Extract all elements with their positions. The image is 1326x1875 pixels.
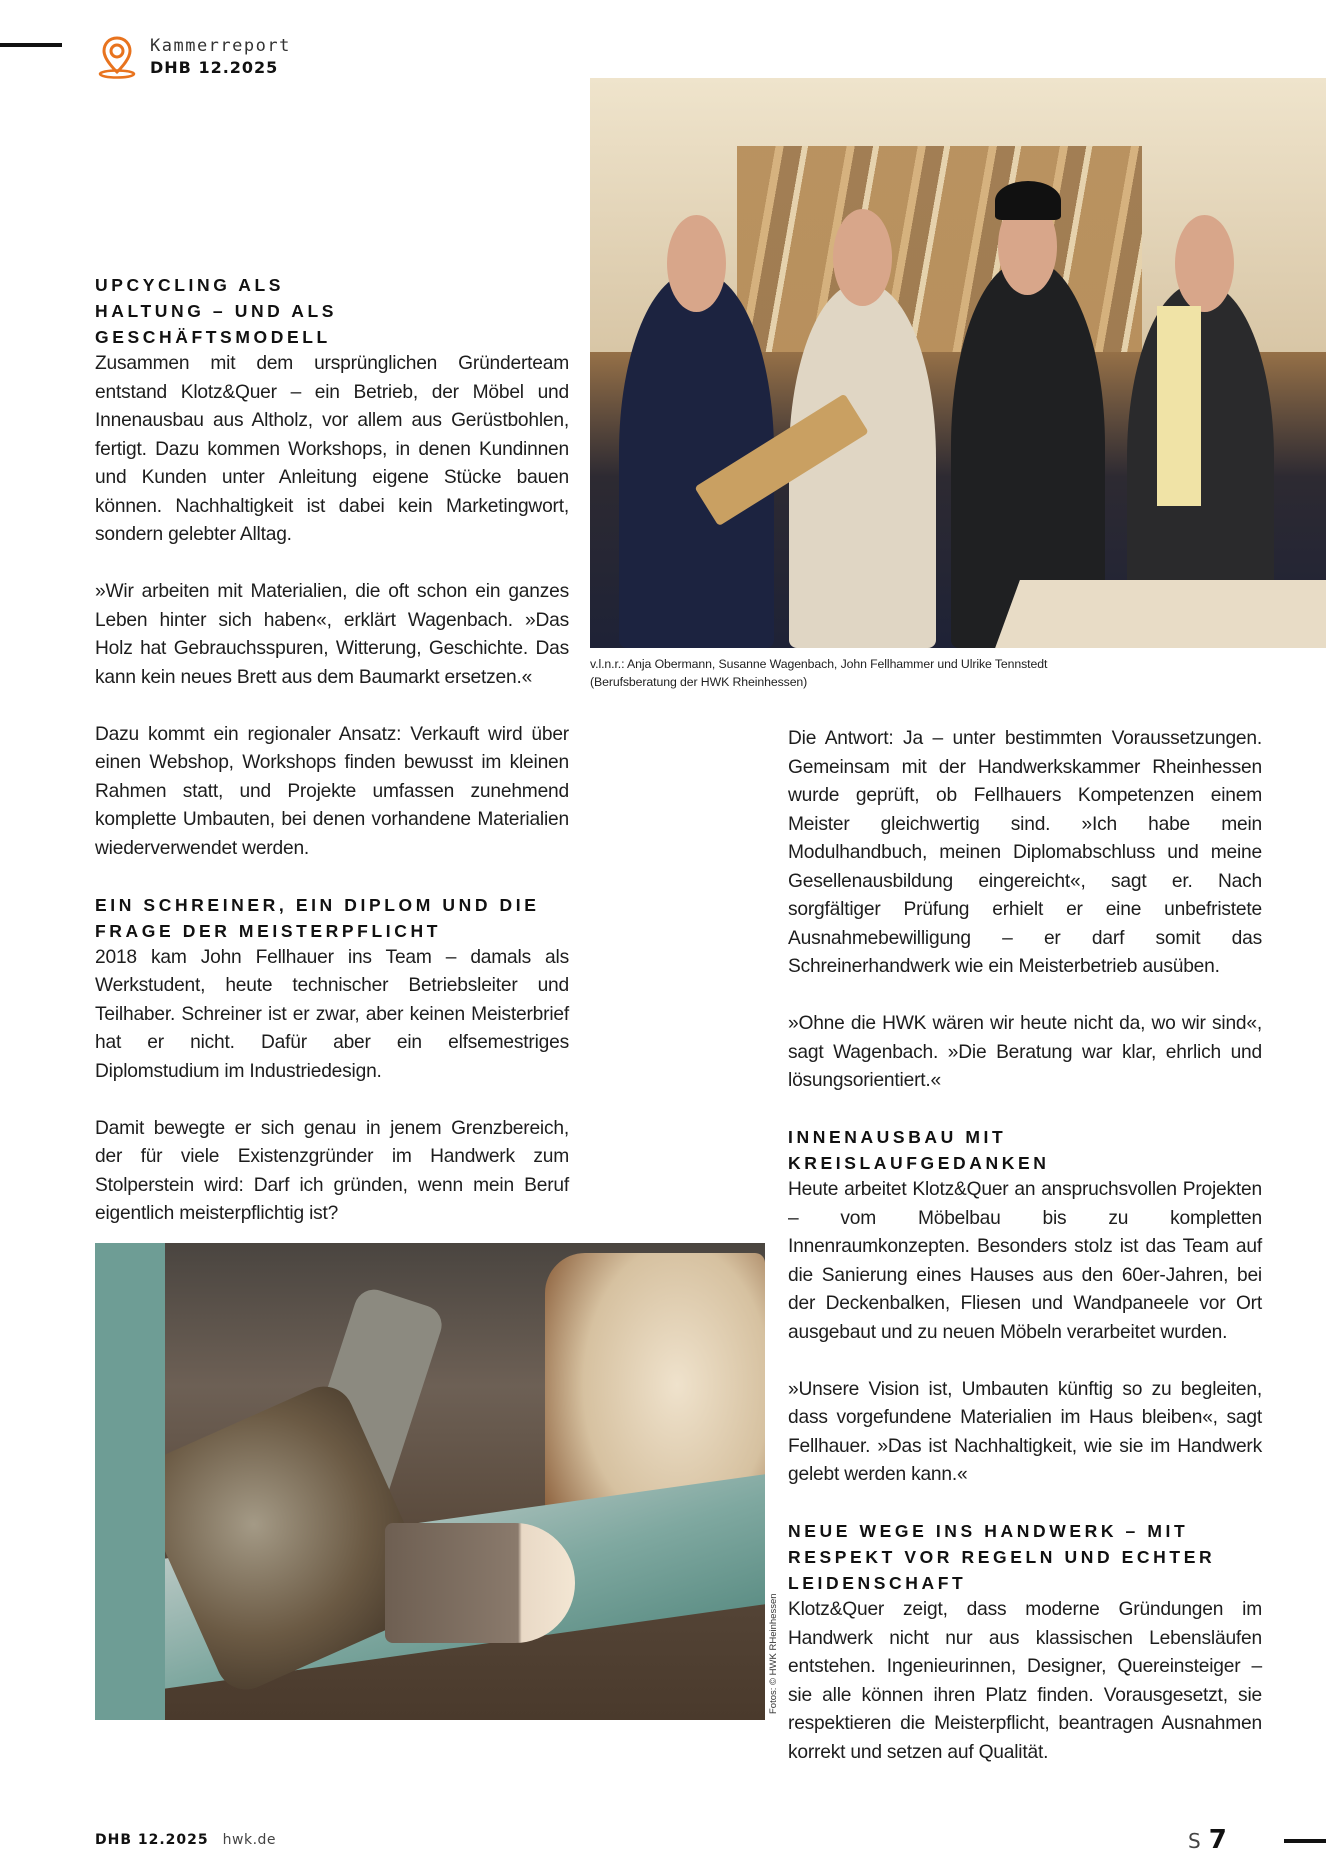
- quote-paragraph: »Ohne die HWK wären wir heute nicht da, wo wir sind«, sagt Wagenbach. »Die Beratung war klar, ehrlich und lösungsorientiert.«: [788, 1013, 1262, 1091]
- body-paragraph: Klotz&Quer zeigt, dass moderne Gründungen im Handwerk nicht nur aus klassischen Lebensläufen entstehen. Ingenieurinnen, Designer, Quereinsteiger – sie alle können ihren Platz finden. Vorausgesetzt, sie respektieren die Meisterpflicht, beantragen Ausnahmen korrekt und setzen auf Qualität.: [788, 1599, 1262, 1763]
- photo-caption: [590, 655, 1110, 691]
- footer-info: [95, 1832, 276, 1848]
- page-number-value: 7: [1208, 1825, 1227, 1855]
- quote-paragraph: »Wir arbeiten mit Materialien, die oft schon ein ganzes Leben hinter sich haben«, erklärt Wagenbach. »Das Holz hat Gebrauchsspuren, Witterung, Geschichte. Das kann kein neues Brett aus dem Baumarkt ersetzen.«: [95, 581, 569, 688]
- footer-issue: DHB 12.2025: [95, 1832, 209, 1848]
- team-photo: [590, 78, 1326, 648]
- body-paragraph: Zusammen mit dem ursprünglichen Gründerteam entstand Klotz&Quer – ein Betrieb, der Möbel und Innenausbau aus Altholz, vor allem aus Gerüstbohlen, fertigt. Dazu kommen Workshops, in denen Kundinnen und Kunden unter Anleitung eigene Stücke bauen können. Nachhaltigkeit ist dabei kein Marketingwort, sondern gelebter Alltag.: [95, 353, 569, 545]
- location-pin-icon: [96, 34, 138, 80]
- section-heading: UPCYCLING ALS HALTUNG – UND ALS GESCHÄFTSMODELL: [95, 275, 338, 347]
- wood-shelf-photo: [95, 1243, 765, 1720]
- section-heading: EIN SCHREINER, EIN DIPLOM UND DIE FRAGE DER MEISTERPFLICHT: [95, 894, 540, 941]
- section-heading: NEUE WEGE INS HANDWERK – MIT RESPEKT VOR REGELN UND ECHTER LEIDENSCHAFT: [788, 1521, 1216, 1593]
- bottom-rule: [1284, 1839, 1326, 1843]
- page-prefix: S: [1188, 1829, 1201, 1853]
- section-kicker: Kammerreport: [150, 36, 291, 56]
- body-paragraph: Die Antwort: Ja – unter bestimmten Voraussetzungen. Gemeinsam mit der Handwerkskammer Rheinhessen wurde geprüft, ob Fellhauers Kompetenzen einem Meister gleichwertig sind. »Ich habe mein Modulhandbuch, meinen Diplomabschluss und meine Gesellenausbildung eingereicht«, sagt er. Nach sorgfältiger Prüfung erhielt er eine unbefristete Ausnahmebewilligung – er darf somit das Schreinerhandwerk wie ein Meisterbetrieb ausüben.: [788, 728, 1262, 977]
- body-paragraph: Damit bewegte er sich genau in jenem Grenzbereich, der für viele Existenzgründer im Handwerk zum Stolperstein wird: Darf ich gründen, wenn mein Beruf eigentlich meisterpflichtig ist?: [95, 1117, 569, 1224]
- page-number: [1188, 1825, 1227, 1855]
- caption-affiliation: (Berufsberatung der HWK Rheinhessen): [590, 675, 808, 689]
- body-paragraph: Heute arbeitet Klotz&Quer an anspruchsvollen Projekten – vom Möbelbau bis zu kompletten Innenraumkonzepten. Besonders stolz ist das Team auf die Sanierung eines Hauses aus den 60er-Jahren, bei der Deckenbalken, Fliesen und Wandpaneele vor Ort ausgebaut und zu neuen Möbeln verarbeitet wurden.: [788, 1179, 1262, 1343]
- caption-names: v.l.n.r.: Anja Obermann, Susanne Wagenbach, John Fellhammer und Ulrike Tennstedt: [590, 657, 1048, 671]
- section-heading: INNENAUSBAU MIT KREISLAUFGEDANKEN: [788, 1127, 1050, 1173]
- top-rule: [0, 43, 62, 47]
- body-paragraph: Dazu kommt ein regionaler Ansatz: Verkauft wird über einen Webshop, Workshops finden bewusst im kleinen Rahmen statt, und Projekte umfassen zunehmend komplette Umbauten, bei denen vorhandene Materialien wiederverwendet werden.: [95, 723, 569, 859]
- quote-paragraph: »Unsere Vision ist, Umbauten künftig so zu begleiten, dass vorgefundene Materialien im Haus bleiben«, sagt Fellhauer. »Das ist Nachhaltigkeit, wie sie im Handwerk gelebt werden kann.«: [788, 1378, 1262, 1485]
- article-column-left: [95, 272, 569, 1257]
- issue-label: DHB 12.2025: [150, 58, 279, 77]
- photo-credit: Fotos: © HWK RHeinhessen: [768, 1593, 779, 1714]
- article-column-right: [788, 725, 1262, 1796]
- footer-website: hwk.de: [222, 1832, 277, 1848]
- body-paragraph: 2018 kam John Fellhauer ins Team – damals als Werkstudent, heute technischer Betriebsleiter und Teilhaber. Schreiner ist er zwar, aber keinen Meisterbrief hat er nicht. Dafür aber ein elfsemestriges Diplomstudium im Industriedesign.: [95, 946, 569, 1082]
- section-header: [96, 34, 291, 80]
